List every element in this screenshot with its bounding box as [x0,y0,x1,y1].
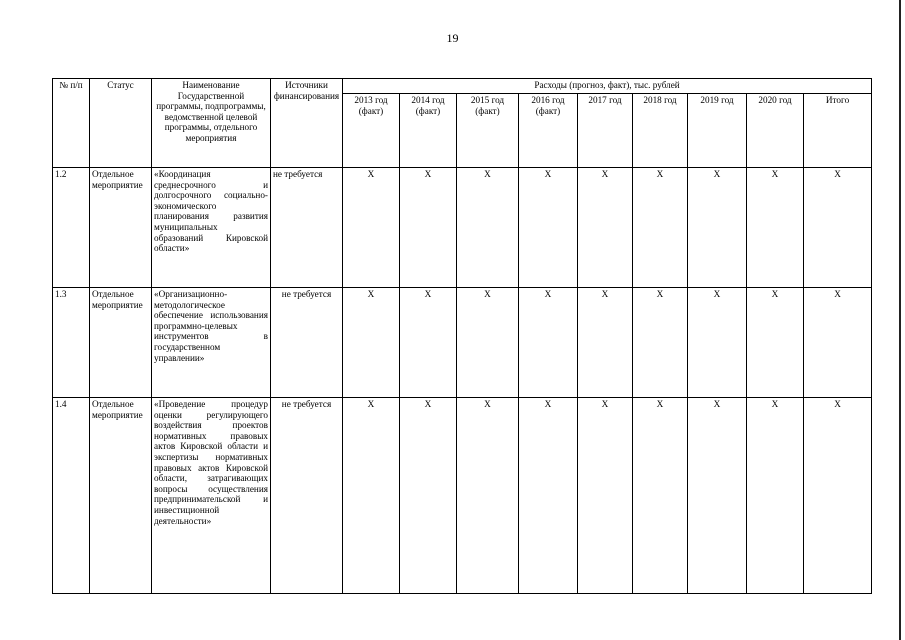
row-num: 1.3 [53,288,90,398]
value-cell: X [519,168,578,288]
row-name: «Проведение процедур оценки регулирующего воздействия проектов нормативных правовых актов Кировской области и экспертизы нормативных правовых актов Кировской области, затрагивающих вопросы осуществления предпринимательской и инвестиционной деятельности» [152,398,271,594]
page-number: 19 [446,31,459,45]
value-cell: X [519,398,578,594]
header-row [53,79,872,94]
row-source: не требуется [271,398,343,594]
header-status: Статус [90,79,152,168]
value-cell: X [688,288,747,398]
header-expenses: Расходы (прогноз, факт), тыс. рублей [343,79,872,94]
value-cell: X [400,168,457,288]
value-cell: X [747,168,804,288]
value-cell: X [400,398,457,594]
value-cell: X [688,398,747,594]
value-cell: X [343,288,400,398]
value-cell: X [457,288,519,398]
value-cell: X [804,288,872,398]
table-row [53,288,872,398]
header-year-2014: 2014 год (факт) [400,94,457,168]
header-year-2018: 2018 год [633,94,688,168]
table-row [53,168,872,288]
value-cell: X [343,168,400,288]
value-cell: X [578,398,633,594]
row-name: «Организационно-методологическое обеспечение использования программно-целевых инструментов в государственном управлении» [152,288,271,398]
row-num: 1.2 [53,168,90,288]
value-cell: X [578,168,633,288]
value-cell: X [633,168,688,288]
row-name: «Координация среднесрочного и долгосрочного социально-экономического планирования развития муниципальных образований Кировской области» [152,168,271,288]
value-cell: X [688,168,747,288]
header-year-2019: 2019 год [688,94,747,168]
header-year-2020: 2020 год [747,94,804,168]
value-cell: X [457,398,519,594]
row-num: 1.4 [53,398,90,594]
header-year-2013: 2013 год (факт) [343,94,400,168]
row-status: Отдельное мероприятие [90,168,152,288]
expenses-table [52,78,872,594]
value-cell: X [457,168,519,288]
value-cell: X [578,288,633,398]
header-num: № п/п [53,79,90,168]
value-cell: X [400,288,457,398]
row-source: не требуется [271,288,343,398]
table-row [53,398,872,594]
value-cell: X [747,288,804,398]
header-year-2016: 2016 год (факт) [519,94,578,168]
value-cell: X [343,398,400,594]
value-cell: X [633,288,688,398]
value-cell: X [804,398,872,594]
value-cell: X [633,398,688,594]
value-cell: X [519,288,578,398]
value-cell: X [747,398,804,594]
scan-edge-line [899,0,901,640]
header-sources: Источники финансирования [271,79,343,168]
row-status: Отдельное мероприятие [90,398,152,594]
header-name: Наименование Государственной программы, подпрограммы, ведомственной целевой программы, отдельного мероприятия [152,79,271,168]
value-cell: X [804,168,872,288]
header-total: Итого [804,94,872,168]
row-status: Отдельное мероприятие [90,288,152,398]
row-source: не требуется [271,168,343,288]
header-year-2015: 2015 год (факт) [457,94,519,168]
header-year-2017: 2017 год [578,94,633,168]
